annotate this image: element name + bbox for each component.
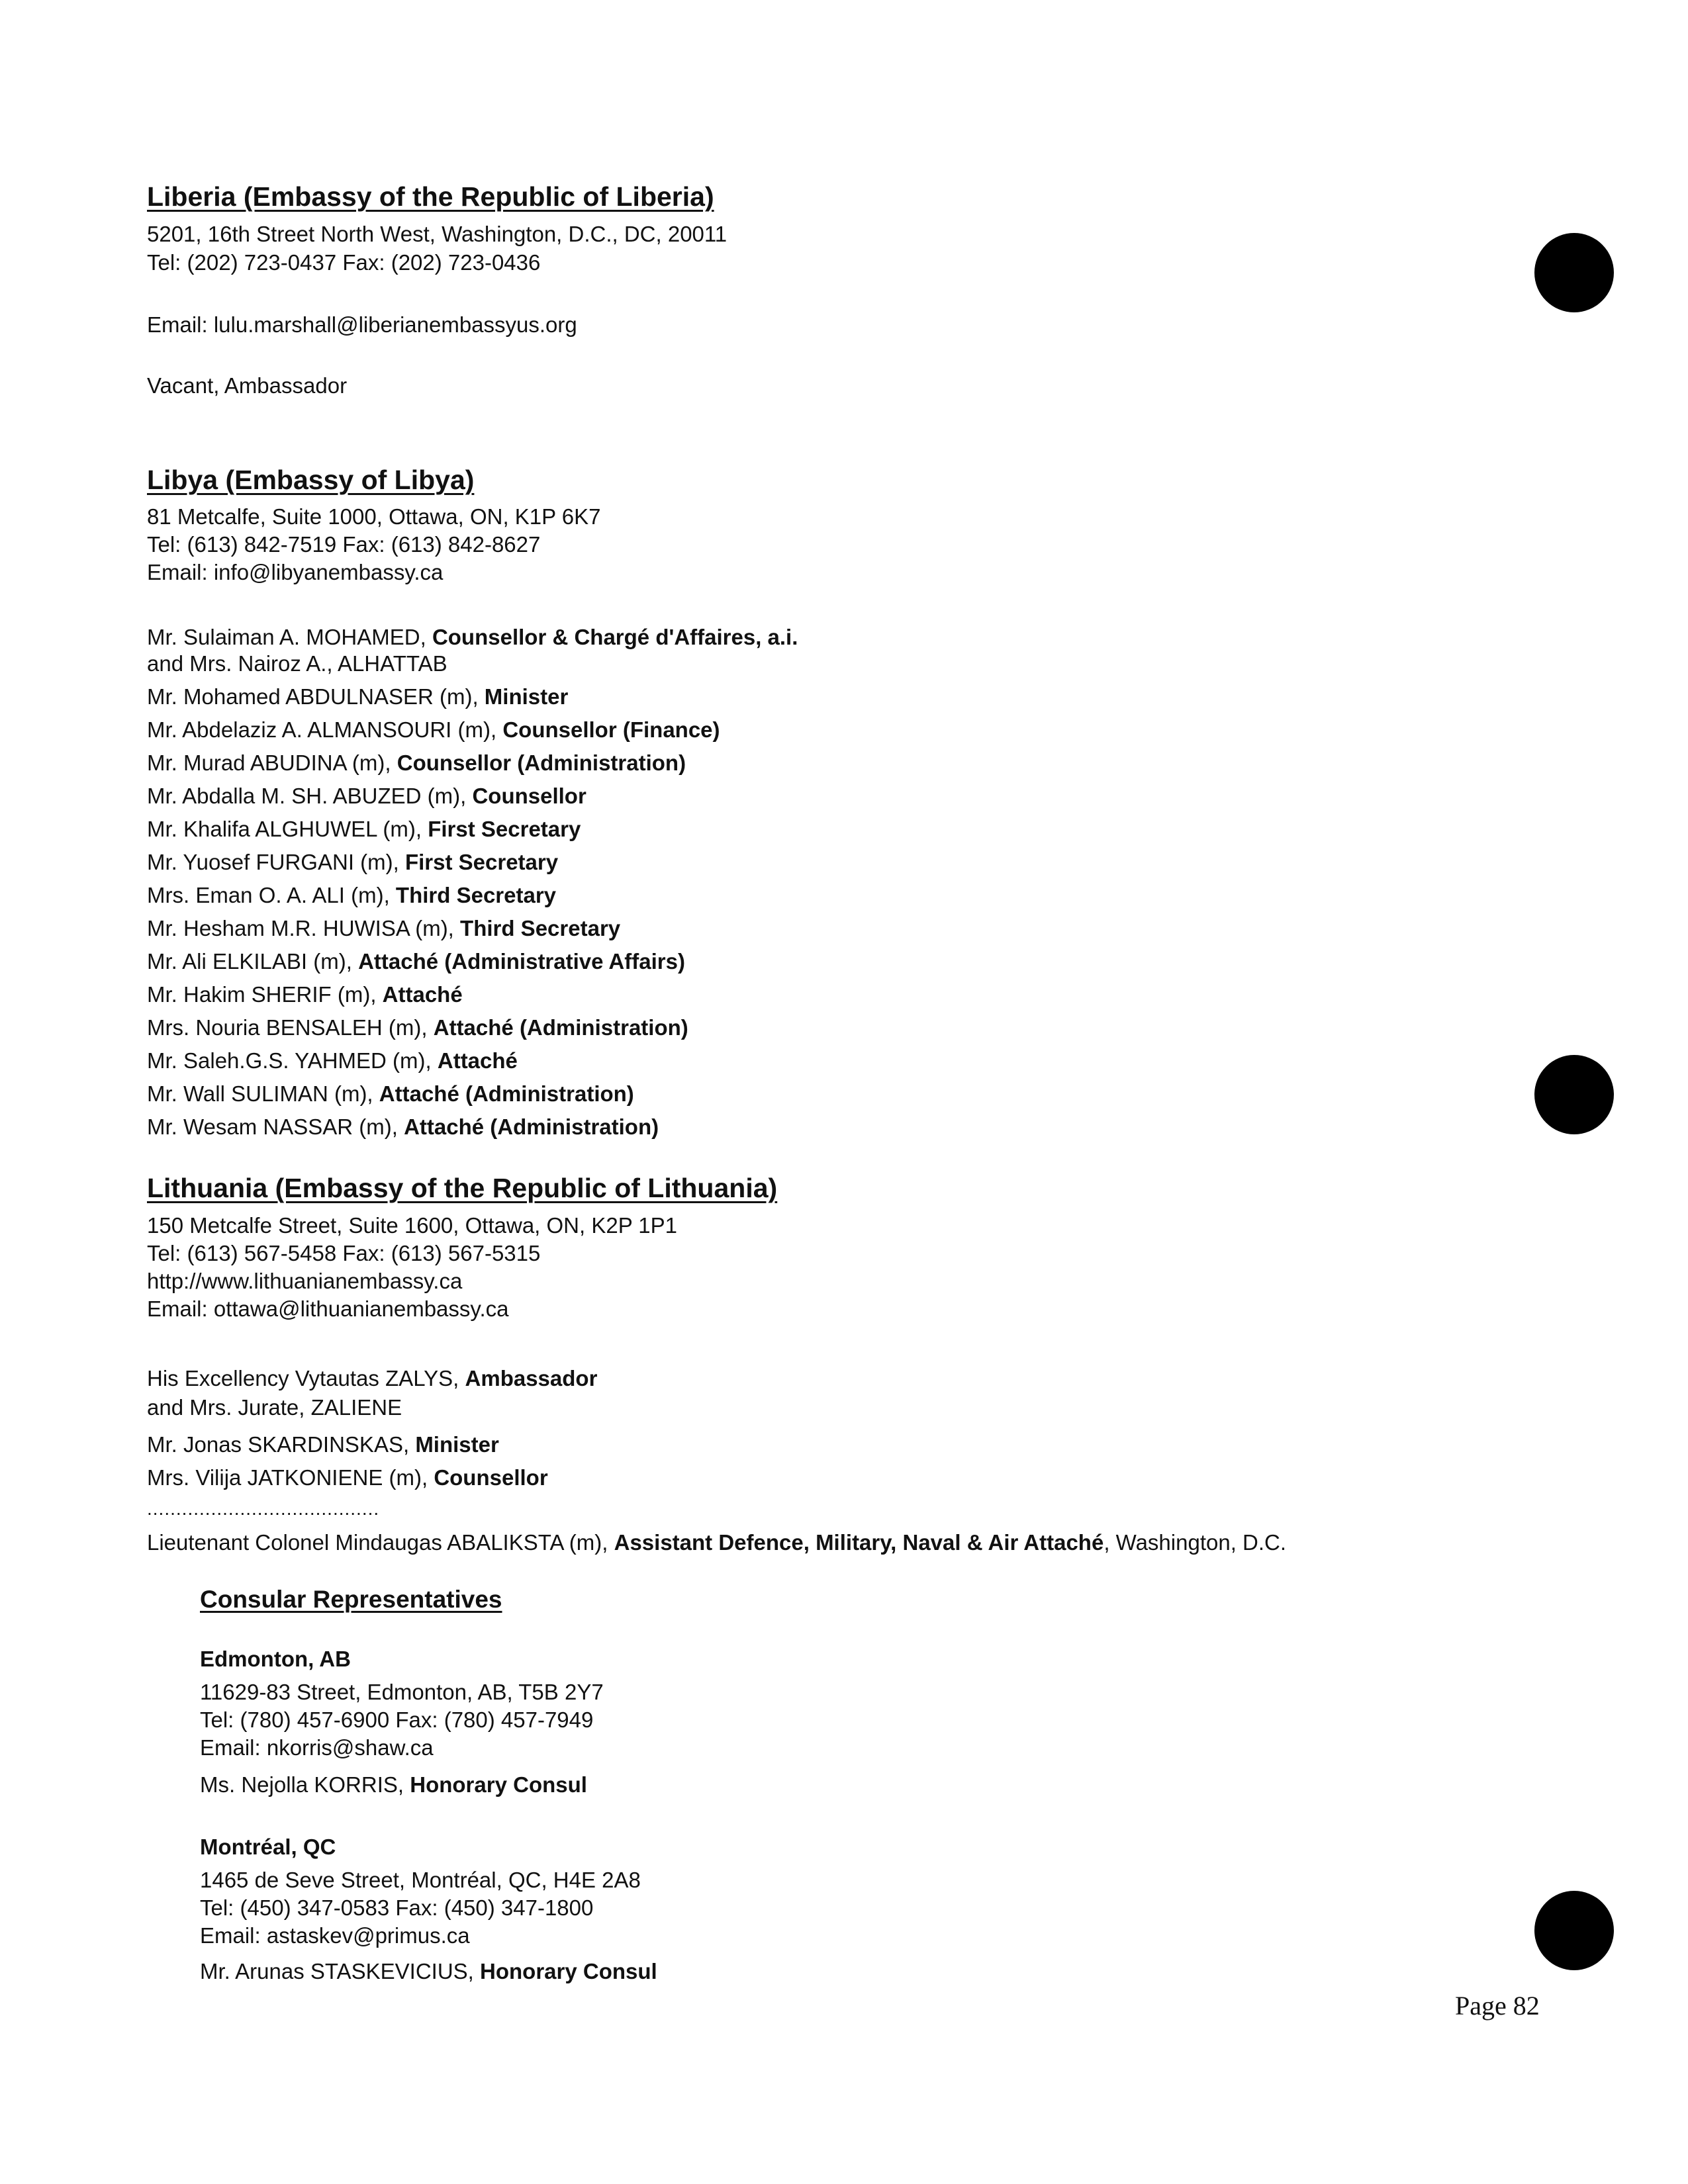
libya-staff-member: Mr. Abdalla M. SH. ABUZED (m), Counsellor <box>147 784 586 808</box>
libya-staff-member: Mr. Sulaiman A. MOHAMED, Counsellor & Chargé d'Affaires, a.i. <box>147 625 798 649</box>
libya-staff-member: Mr. Hakim SHERIF (m), Attaché <box>147 982 463 1007</box>
lithuania-address: 150 Metcalfe Street, Suite 1600, Ottawa, ON, K2P 1P1 <box>147 1213 678 1238</box>
lithuania-website: http://www.lithuanianembassy.ca <box>147 1269 463 1293</box>
lithuania-staff-member: His Excellency Vytautas ZALYS, Ambassador <box>147 1366 598 1390</box>
libya-address: 81 Metcalfe, Suite 1000, Ottawa, ON, K1P 6K7 <box>147 504 601 529</box>
lithuania-staff-member: Mr. Jonas SKARDINSKAS, Minister <box>147 1432 499 1457</box>
consulate-city: Edmonton, AB <box>200 1647 351 1671</box>
lithuania-heading: Lithuania (Embassy of the Republic of Lithuania) <box>147 1173 778 1203</box>
libya-staff-member: Mrs. Nouria BENSALEH (m), Attaché (Administration) <box>147 1015 688 1040</box>
lithuania-tel: Tel: (613) 567-5458 Fax: (613) 567-5315 <box>147 1241 541 1265</box>
libya-staff-member: Mr. Wesam NASSAR (m), Attaché (Administration) <box>147 1115 659 1139</box>
libya-staff-member: Mrs. Eman O. A. ALI (m), Third Secretary <box>147 883 557 907</box>
libya-staff-member: Mr. Yuosef FURGANI (m), First Secretary <box>147 850 559 874</box>
lithuania-staff-member: Mrs. Vilija JATKONIENE (m), Counsellor <box>147 1465 548 1490</box>
libya-staff-member: Mr. Murad ABUDINA (m), Counsellor (Administration) <box>147 751 686 775</box>
libya-staff-member: Mr. Saleh.G.S. YAHMED (m), Attaché <box>147 1048 518 1073</box>
libya-staff-member: Mr. Ali ELKILABI (m), Attaché (Administrative Affairs) <box>147 949 685 974</box>
consulate-email: Email: nkorris@shaw.ca <box>200 1735 434 1760</box>
consulate-email: Email: astaskev@primus.ca <box>200 1923 470 1948</box>
libya-staff-member: Mr. Wall SULIMAN (m), Attaché (Administration) <box>147 1081 634 1106</box>
consulate-address: 11629-83 Street, Edmonton, AB, T5B 2Y7 <box>200 1680 604 1704</box>
liberia-email: Email: lulu.marshall@liberianembassyus.org <box>147 312 577 337</box>
consulate-address: 1465 de Seve Street, Montréal, QC, H4E 2A8 <box>200 1868 641 1892</box>
consular-heading: Consular Representatives <box>200 1586 502 1613</box>
consulate-tel: Tel: (450) 347-0583 Fax: (450) 347-1800 <box>200 1895 594 1920</box>
consulate-tel: Tel: (780) 457-6900 Fax: (780) 457-7949 <box>200 1707 594 1732</box>
separator-dots: ........................................ <box>147 1498 380 1519</box>
lithuania-email: Email: ottawa@lithuanianembassy.ca <box>147 1297 509 1321</box>
binder-hole-bottom <box>1534 1891 1614 1970</box>
libya-staff-member: Mr. Hesham M.R. HUWISA (m), Third Secretary <box>147 916 621 940</box>
binder-hole-top <box>1534 233 1614 312</box>
libya-staff-member: Mr. Mohamed ABDULNASER (m), Minister <box>147 684 569 709</box>
libya-staff-member: Mr. Khalifa ALGHUWEL (m), First Secretary <box>147 817 581 841</box>
lithuania-staff-spouse: and Mrs. Jurate, ZALIENE <box>147 1395 402 1420</box>
liberia-staff: Vacant, Ambassador <box>147 373 348 398</box>
lithuania-defence-attache: Lieutenant Colonel Mindaugas ABALIKSTA (m), Assistant Defence, Military, Naval & Air Attaché, Washington, D.C. <box>147 1530 1287 1555</box>
consulate-city: Montréal, QC <box>200 1835 336 1859</box>
libya-email: Email: info@libyanembassy.ca <box>147 560 444 584</box>
libya-staff-spouse: and Mrs. Nairoz A., ALHATTAB <box>147 651 447 676</box>
liberia-tel: Tel: (202) 723-0437 Fax: (202) 723-0436 <box>147 250 541 275</box>
libya-tel: Tel: (613) 842-7519 Fax: (613) 842-8627 <box>147 532 541 557</box>
liberia-address: 5201, 16th Street North West, Washington, D.C., DC, 20011 <box>147 222 727 246</box>
liberia-heading: Liberia (Embassy of the Republic of Liberia) <box>147 181 714 212</box>
consulate-representative: Ms. Nejolla KORRIS, Honorary Consul <box>200 1772 587 1797</box>
libya-heading: Libya (Embassy of Libya) <box>147 465 475 495</box>
libya-staff-member: Mr. Abdelaziz A. ALMANSOURI (m), Counsellor (Finance) <box>147 717 720 742</box>
binder-hole-middle <box>1534 1055 1614 1134</box>
consulate-representative: Mr. Arunas STASKEVICIUS, Honorary Consul <box>200 1959 657 1983</box>
page-number: Page 82 <box>1455 1991 1540 2021</box>
